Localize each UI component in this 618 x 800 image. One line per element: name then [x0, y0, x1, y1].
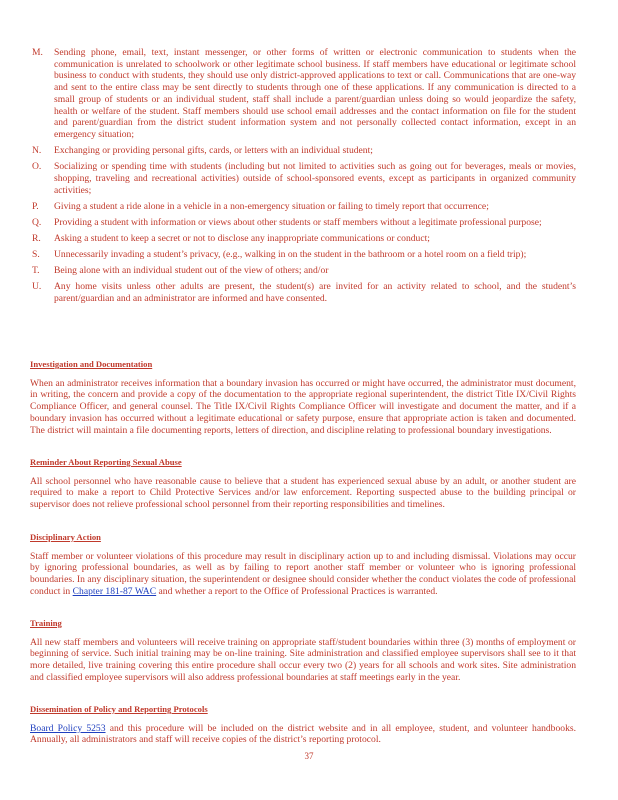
list-item-text: Being alone with an individual student out of the view of others; and/or [54, 264, 329, 276]
board-policy-link[interactable]: Board Policy 5253 [30, 722, 106, 734]
investigation-text: When an administrator receives information that a boundary invasion has occurred or might have occurred, the administrator must document, in writing, the concern and provide a copy of the documentation to the appropriate regional superintendent, the district Title IX/Civil Rights Compliance Officer, and general counsel. The Title IX/Civil Rights Compliance Officer will investigate and document the matter, and if a boundary invasion has occurred without a legitimate educational or safety purpose, ensure that appropriate action is taken and documented. The district will maintain a file documenting reports, letters of direction, and discipline relating to professional boundary investigations. [30, 377, 576, 436]
conduct-list [30, 47, 576, 309]
list-item-text: Giving a student a ride alone in a vehicle in a non-emergency situation or failing to timely report that occurrence; [54, 200, 489, 212]
list-item-letter: Q. [32, 216, 42, 228]
list-item [30, 217, 576, 229]
training-section [30, 618, 576, 684]
disciplinary-text [30, 551, 576, 598]
list-item [30, 201, 576, 213]
list-item-text: Socializing or spending time with students (including but not limited to activities such as going out for beverages, meals or movies, shopping, traveling and recreational activities) outside of school-sponsored events, except as participants in organized community activities; [54, 161, 576, 196]
list-item-text: Sending phone, email, text, instant messenger, or other forms of written or electronic communication to students when the communication is unrelated to schoolwork or other legitimate school business. If staff members have educational or legitimate school business to conduct with students, they should use only district-approved applications to text or call. Communications that are one-way and sent to the entire class may be sent directly to students through one of these applications. If any communication is directed to a small group of students or an individual student, staff shall include a parent/guardian unless doing so would jeopardize the safety, health or welfare of the student. Staff members should use school email addresses and the contact information on file for the student and parent/guardian from the district student information system and not personally collected contact information, except in an emergency situation; [54, 47, 576, 140]
training-heading: Training [30, 618, 62, 628]
training-text: All new staff members and volunteers will receive training on appropriate staff/student boundaries within three (3) months of employment or beginning of service. Such initial training may be on-line training. Site administration and classified employee supervisors shall see to it that more detailed, live training covering this entire procedure shall occur every two (2) years for all schools and work sites. Site administration and classified employee supervisors will also address professional boundaries at staff meetings early in the year. [30, 636, 576, 683]
wac-chapter-link[interactable]: Chapter 181-87 WAC [72, 585, 157, 597]
list-item-letter: M. [32, 47, 43, 58]
list-item [30, 233, 576, 245]
list-item-letter: N. [32, 145, 42, 157]
reminder-text: All school personnel who have reasonable cause to believe that a student has experienced sexual abuse by an adult, or another student are required to make a report to Child Protective Services and/or law enforcement. Reporting suspected abuse to the building principal or supervisor does not relieve professional school personnel from their reporting responsibilities and timelines. [30, 475, 576, 511]
list-item-text: Unnecessarily invading a student’s privacy, (e.g., walking in on the student in the bathroom or a hotel room on a field trip); [54, 248, 527, 260]
list-item-letter: T. [32, 264, 40, 276]
disciplinary-section [30, 532, 576, 598]
list-item [30, 47, 576, 141]
investigation-heading: Investigation and Documentation [30, 359, 153, 369]
list-item-text: Exchanging or providing personal gifts, cards, or letters with an individual student; [54, 145, 373, 157]
dissemination-text [30, 723, 576, 746]
list-item-letter: P. [32, 200, 39, 212]
list-item [30, 265, 576, 277]
reminder-section [30, 457, 576, 511]
list-item-letter: O. [32, 161, 42, 173]
page-number: 37 [304, 751, 314, 761]
list-item [30, 145, 576, 157]
list-item-letter: U. [32, 281, 42, 293]
list-item-letter: R. [32, 232, 41, 244]
list-item [30, 249, 576, 261]
dissemination-heading: Dissemination of Policy and Reporting Protocols [30, 704, 208, 714]
list-item-text: Any home visits unless other adults are present, the student(s) are invited for an activity related to school, and the student’s parent/guardian and an administrator are informed and have consented. [54, 281, 576, 304]
disciplinary-text-after: and whether a report to the Office of Professional Practices is warranted. [156, 585, 438, 597]
disciplinary-text-before: Staff member or volunteer violations of this procedure may result in disciplinary action up to and including dismissal. Violations may occur by ignoring professional boundaries, as well as by failing to report another staff member or volunteer who is ignoring professional boundaries. In any disciplinary situation, the superintendent or designee should consider whether the conduct violates the code of professional conduct in [30, 550, 576, 597]
investigation-section [30, 359, 576, 436]
disciplinary-heading: Disciplinary Action [30, 532, 101, 542]
dissemination-text-after: and this procedure will be included on the district website and in all employee, student, and volunteer handbooks. Annually, all administrators and staff will receive copies of the district’s reporting protocol. [30, 722, 576, 746]
list-item-text: Asking a student to keep a secret or not to disclose any inappropriate communications or conduct; [54, 232, 430, 244]
reminder-heading: Reminder About Reporting Sexual Abuse [30, 457, 182, 467]
list-item-letter: S. [32, 248, 40, 260]
list-item-text: Providing a student with information or views about other students or staff members without a legitimate professional purpose; [54, 216, 542, 228]
list-item [30, 281, 576, 304]
list-item [30, 161, 576, 196]
dissemination-section [30, 704, 576, 746]
